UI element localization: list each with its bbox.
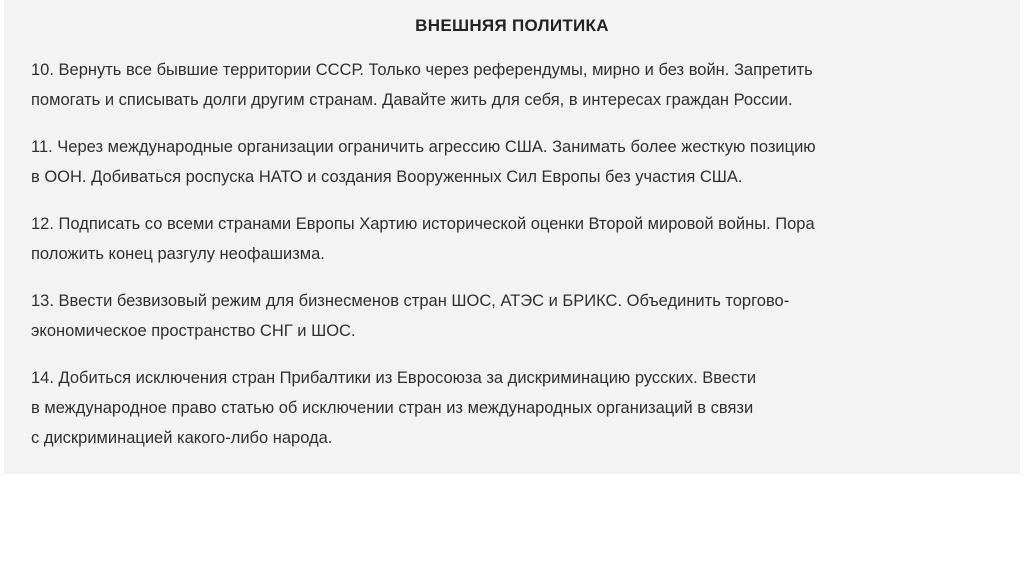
list-item-12 — [31, 209, 1001, 269]
list-item-13 — [31, 286, 1001, 346]
item-text-line: 14. Добиться исключения стран Прибалтики из Евросоюза за дискриминацию русских. Ввести — [31, 369, 757, 387]
item-text-line: 11. Через международные организации ограничить агрессию США. Занимать более жесткую позицию — [31, 138, 816, 156]
page-title: ВНЕШНЯЯ ПОЛИТИКА — [415, 16, 609, 35]
item-text-line: в международное право статью об исключении стран из международных организаций в связи — [31, 399, 754, 417]
item-text-line: экономическое пространство СНГ и ШОС. — [31, 322, 356, 340]
item-text-line: с дискриминацией какого-либо народа. — [31, 429, 333, 447]
list-item-10 — [31, 55, 1001, 115]
list-item-11 — [31, 132, 1001, 192]
item-text-line: 12. Подписать со всеми странами Европы Хартию исторической оценки Второй мировой войны. Пора — [31, 215, 815, 233]
list-item-14 — [31, 363, 1001, 453]
content-panel — [4, 0, 1020, 474]
item-text-line: в ООН. Добиваться роспуска НАТО и создания Вооруженных Сил Европы без участия США. — [31, 168, 743, 186]
item-text-line: 10. Вернуть все бывшие территории СССР. Только через референдумы, мирно и без войн. Запретить — [31, 61, 813, 79]
item-text-line: положить конец разгулу неофашизма. — [31, 245, 325, 263]
item-text-line: помогать и списывать долги другим странам. Давайте жить для себя, в интересах граждан России. — [31, 91, 793, 109]
item-text-line: 13. Ввести безвизовый режим для бизнесменов стран ШОС, АТЭС и БРИКС. Объединить торгово- — [31, 292, 790, 310]
